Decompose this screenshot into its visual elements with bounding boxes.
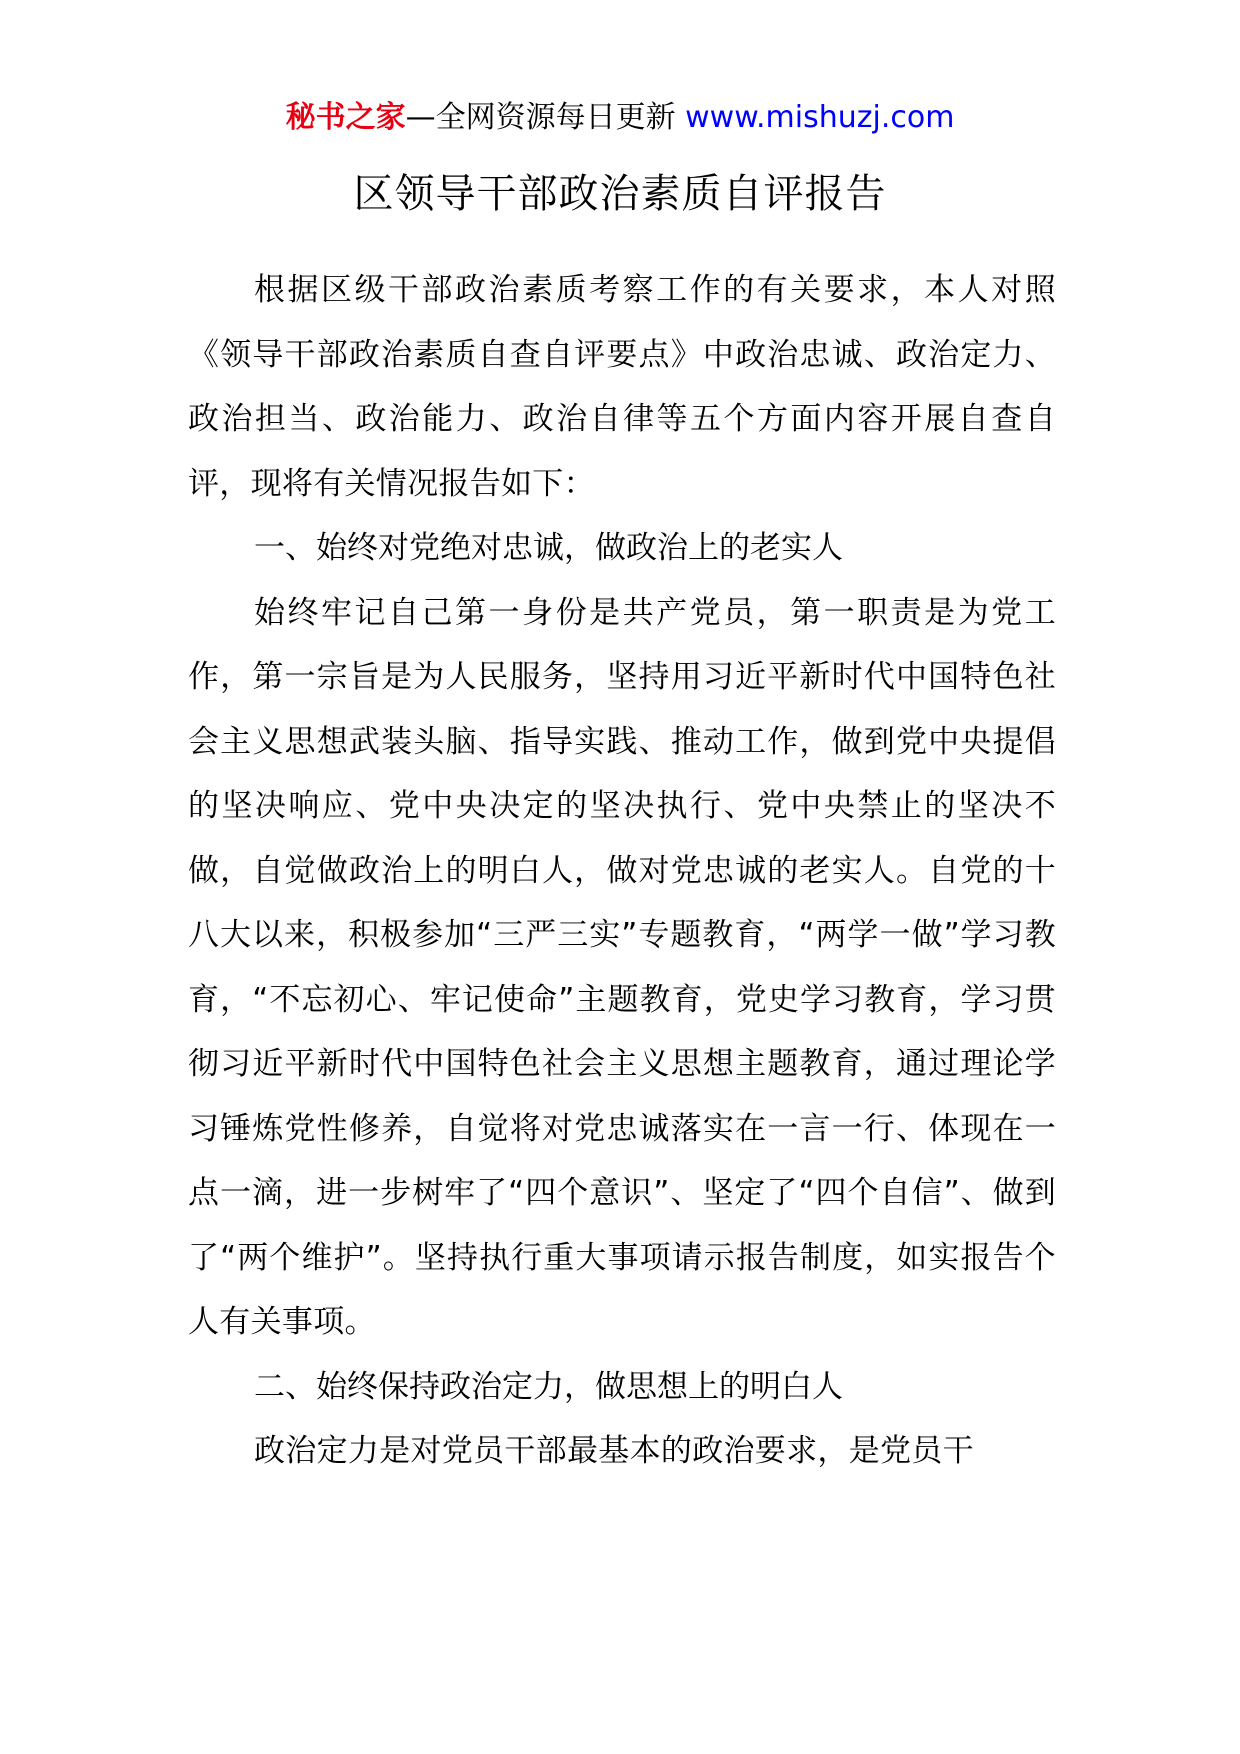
site-tagline: —全网资源每日更新 xyxy=(405,100,686,135)
document-title: 区领导干部政治素质自评报告 xyxy=(353,171,887,217)
section-heading-2: 二、始终保持政治定力，做思想上的明白人 xyxy=(254,1368,843,1405)
document-body xyxy=(188,258,1056,1484)
site-name: 秘书之家 xyxy=(285,100,406,135)
section-1-paragraph: 始终牢记自己第一身份是共产党员，第一职责是为党工作，第一宗旨是为人民服务，坚持用习近平新时代中国特色社会主义思想武装头脑、指导实践、推动工作，做到党中央提倡的坚决响应、党中央决定的坚决执行、党中央禁止的坚决不做，自觉做政治上的明白人，做对党忠诚的老实人。自党的十八大以来，积极参加“三严三实”专题教育，“两学一做”学习教育，“不忘初心、牢记使命”主题教育，党史学习教育，学习贯彻习近平新时代中国特色社会主义思想主题教育，通过理论学习锤炼党性修养，自觉将对党忠诚落实在一言一行、体现在一点一滴，进一步树牢了“四个意识”、坚定了“四个自信”、做到了“两个维护”。坚持执行重大事项请示报告制度，如实报告个人有关事项。 xyxy=(188,594,1056,1340)
site-url-link[interactable]: www.mishuzj.com xyxy=(685,100,955,135)
site-header xyxy=(0,98,1240,138)
section-heading-1: 一、始终对党绝对忠诚，做政治上的老实人 xyxy=(254,530,843,566)
section-2-paragraph: 政治定力是对党员干部最基本的政治要求，是党员干 xyxy=(254,1433,974,1469)
intro-paragraph: 根据区级干部政治素质考察工作的有关要求，本人对照《领导干部政治素质自查自评要点》中政治忠诚、政治定力、政治担当、政治能力、政治自律等五个方面内容开展自查自评，现将有关情况报告如下： xyxy=(188,272,1056,502)
